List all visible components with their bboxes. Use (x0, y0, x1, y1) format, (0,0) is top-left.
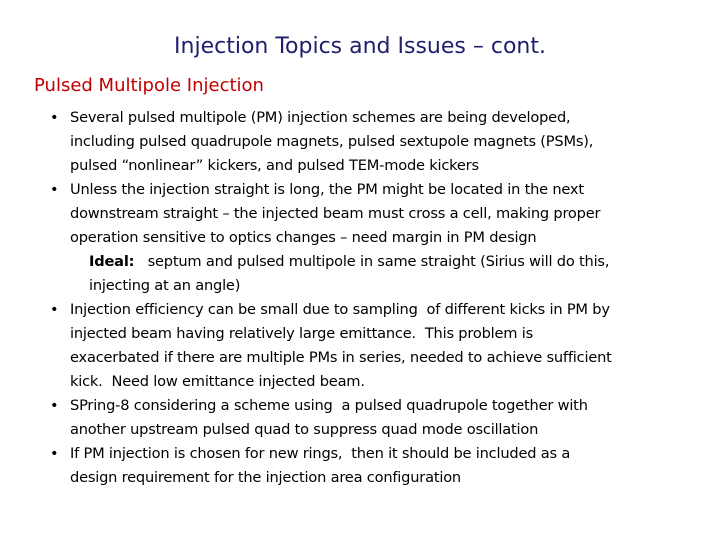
bullet-icon: • (50, 109, 59, 126)
bullet-text: Several pulsed multipole (PM) injection schemes are being developed, (70, 109, 571, 126)
bullet-item-design-requirement (50, 442, 700, 466)
bullet-text: If PM injection is chosen for new rings, then it should be included as a (70, 445, 571, 462)
bullet-continuation: exacerbated if there are multiple PMs in series, needed to achieve sufficient (70, 349, 612, 366)
bullet-continuation: injected beam having relatively large emittance. This problem is (70, 325, 533, 342)
bullet-text: Injection efficiency can be small due to sampling of different kicks in PM by (70, 301, 610, 318)
bullet-item-pm-schemes (50, 106, 700, 130)
section-heading: Pulsed Multipole Injection (34, 75, 264, 96)
bullet-list (50, 106, 700, 490)
bullet-text: Unless the injection straight is long, the PM might be located in the next (70, 181, 584, 198)
bullet-continuation: including pulsed quadrupole magnets, pulsed sextupole magnets (PSMs), (70, 133, 594, 150)
ideal-note (50, 250, 700, 274)
slide-title: Injection Topics and Issues – cont. (174, 34, 546, 59)
bullet-continuation: operation sensitive to optics changes – need margin in PM design (70, 229, 537, 246)
bullet-text: SPring-8 considering a scheme using a pulsed quadrupole together with (70, 397, 588, 414)
bullet-icon: • (50, 301, 59, 318)
bullet-continuation: design requirement for the injection area configuration (70, 469, 461, 486)
ideal-note-continuation: injecting at an angle) (89, 277, 241, 294)
ideal-label: Ideal: (89, 253, 135, 270)
bullet-continuation: pulsed “nonlinear” kickers, and pulsed TEM-mode kickers (70, 157, 479, 174)
bullet-item-spring8 (50, 394, 700, 418)
bullet-icon: • (50, 397, 59, 414)
bullet-item-pm-location (50, 178, 700, 202)
bullet-item-injection-efficiency (50, 298, 700, 322)
bullet-continuation: kick. Need low emittance injected beam. (70, 373, 365, 390)
bullet-continuation: downstream straight – the injected beam must cross a cell, making proper (70, 205, 601, 222)
ideal-text: septum and pulsed multipole in same straight (Sirius will do this, (134, 253, 610, 270)
bullet-icon: • (50, 445, 59, 462)
bullet-icon: • (50, 181, 59, 198)
bullet-continuation: another upstream pulsed quad to suppress quad mode oscillation (70, 421, 539, 438)
